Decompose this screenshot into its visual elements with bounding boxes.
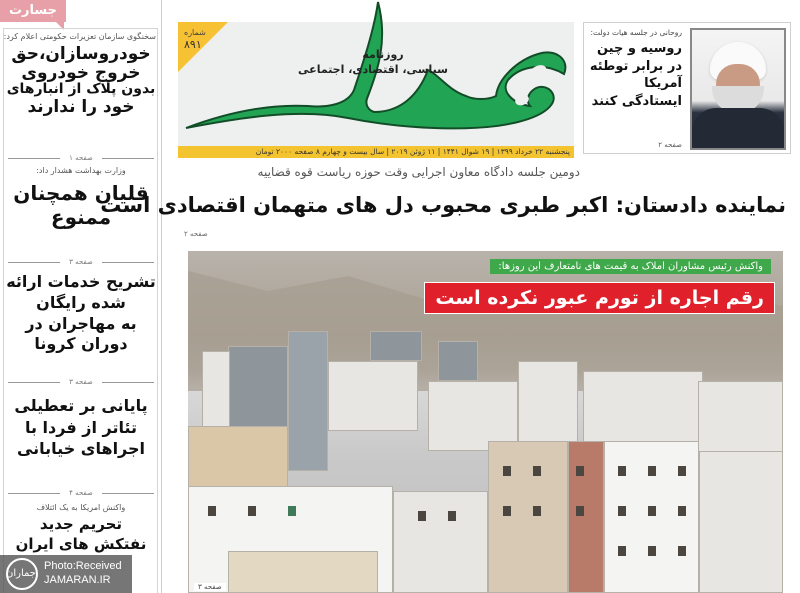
story-headline-line: اجراهای خیابانی [16, 439, 146, 459]
sidebar-column [0, 0, 162, 593]
main-story-kicker: دومین جلسه دادگاه معاون اجرایی وقت حوزه ریاست قوه قضاییه [257, 165, 580, 179]
main-story-headline[interactable]: نماینده دادستان: اکبر طبری محبوب دل های متهمان اقتصادی است [100, 193, 786, 217]
paper-subtitle: سیاسی، اقتصادی، اجتماعی [298, 63, 448, 76]
watermark-site: JAMARAN.IR [44, 574, 111, 586]
sidebar-story[interactable] [6, 503, 156, 554]
story-kicker: سخنگوی سازمان تعزیرات حکومتی اعلام کرد: [3, 32, 156, 41]
story-headline-line: به مهاجران در [25, 313, 137, 333]
sidebar-story[interactable] [3, 32, 156, 117]
page-ref: صفحه ۲ [184, 230, 208, 238]
story-kicker: روحانی در جلسه هیات دولت: [590, 28, 682, 37]
story-headline-line: بدون پلاک از انبارهای [6, 81, 156, 98]
portrait-photo [690, 28, 786, 150]
top-story-box[interactable] [583, 22, 791, 154]
paper-type: روزنامه [362, 48, 404, 61]
page-separator [8, 153, 154, 163]
sidebar-story[interactable] [6, 272, 156, 355]
cityscape-photo[interactable] [188, 251, 783, 593]
page-ref: صفحه ۴ [69, 489, 93, 497]
photo-story-kicker: واکنش رئیس مشاوران املاک به قیمت های نامتعارف این روزها: [490, 259, 771, 274]
date-bar: پنجشنبه ۲۲ خرداد ۱۳۹۹ | ۱۹ شوال ۱۴۴۱ | ۱۱ ژوئن ۲۰۱۹ | سال بیست و چهارم ۸ صفحه ۲۰۰۰ تومان [178, 146, 574, 158]
watermark-credit: Photo:Received [44, 560, 122, 572]
story-headline-line: تئاتر از فردا با [24, 417, 138, 437]
story-headline-line: تشریح خدمات ارائه [6, 272, 156, 291]
page-ref: صفحه ۳ [194, 583, 226, 591]
page-ref: صفحه ۲ [658, 141, 682, 149]
story-kicker: وزارت بهداشت هشدار داد: [36, 166, 126, 175]
story-headline-line: ممنوع [50, 205, 112, 229]
story-headline-line: شده رایگان [36, 292, 126, 312]
story-headline-line: خود را ندارند [27, 96, 135, 117]
issue-number: ۸۹۱ [184, 38, 202, 51]
story-headline-line: خروج خودروی [21, 62, 141, 83]
page-separator [8, 488, 154, 498]
story-headline-line: خودروسازان،حق [11, 44, 151, 64]
page-ref: صفحه ۳ [69, 378, 93, 386]
story-headline-line: قلیان همچنان [13, 181, 149, 205]
story-headline-line: تحریم جدید [39, 515, 123, 533]
page-ref: صفحه ۳ [69, 258, 93, 266]
story-kicker: واکنش امریکا به یک ائتلاف [36, 503, 126, 512]
page-separator [8, 257, 154, 267]
story-headline-line: پایانی بر تعطیلی [14, 396, 148, 415]
page-ref: صفحه ۱ [69, 154, 93, 162]
section-tag: جسارت [0, 0, 66, 22]
photo-watermark [0, 555, 132, 593]
jamaran-logo-icon: جماران [6, 558, 38, 590]
masthead [178, 22, 574, 146]
story-headline: روسیه و چین در برابر توطئه آمریکا ایستادگی کنند [589, 41, 682, 109]
story-headline-line: نفتکش های ایران [15, 534, 147, 553]
sidebar-story[interactable] [6, 395, 156, 460]
issue-label: شماره [184, 28, 206, 37]
photo-story-headline[interactable]: رقم اجاره از تورم عبور نکرده است [424, 282, 775, 314]
story-headline-line: دوران کرونا [34, 334, 128, 354]
page-separator [8, 377, 154, 387]
